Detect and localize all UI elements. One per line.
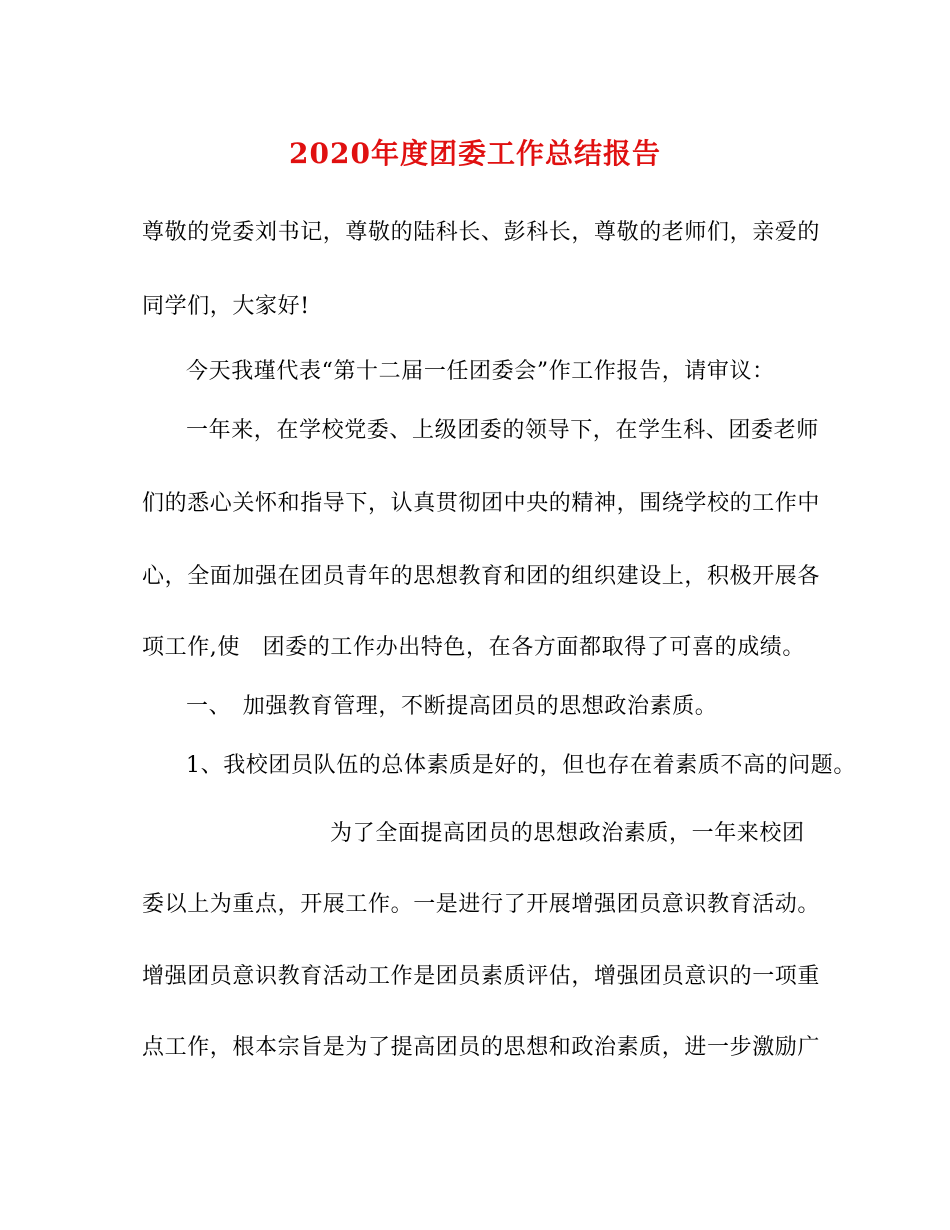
paragraph-line: 一年来，在学校党委、上级团委的领导下，在学生科、团委老师 <box>186 418 819 443</box>
section-heading: 一、 加强教育管理，不断提高团员的思想政治素质。 <box>186 694 718 719</box>
paragraph-line: 同学们，大家好! <box>142 294 310 319</box>
document-title: 2020年度团委工作总结报告 <box>289 137 661 170</box>
paragraph-line: 增强团员意识教育活动工作是团员素质评估，增强团员意识的一项重 <box>142 964 821 989</box>
paragraph-line: 尊敬的党委刘书记，尊敬的陆科长、彭科长，尊敬的老师们，亲爱的 <box>142 220 821 245</box>
paragraph-line: 委以上为重点，开展工作。一是进行了开展增强团员意识教育活动。 <box>142 892 821 917</box>
paragraph-line: 今天我瑾代表“第十二届一任团委会”作工作报告，请审议： <box>186 359 775 384</box>
paragraph-line: 们的悉心关怀和指导下，认真贯彻团中央的精神，围绕学校的工作中 <box>142 491 821 516</box>
paragraph-line: 为了全面提高团员的思想政治素质，一年来校团 <box>330 821 805 846</box>
paragraph-line: 项工作,使 团委的工作办出特色，在各方面都取得了可喜的成绩。 <box>142 635 805 660</box>
paragraph-line: 心，全面加强在团员青年的思想教育和团的组织建设上，积极开展各 <box>142 564 821 589</box>
paragraph-line: 点工作，根本宗旨是为了提高团员的思想和政治素质，进一步激励广 <box>142 1035 821 1060</box>
paragraph-line: 1、我校团员队伍的总体素质是好的，但也存在着素质不高的问题。 <box>186 753 856 778</box>
